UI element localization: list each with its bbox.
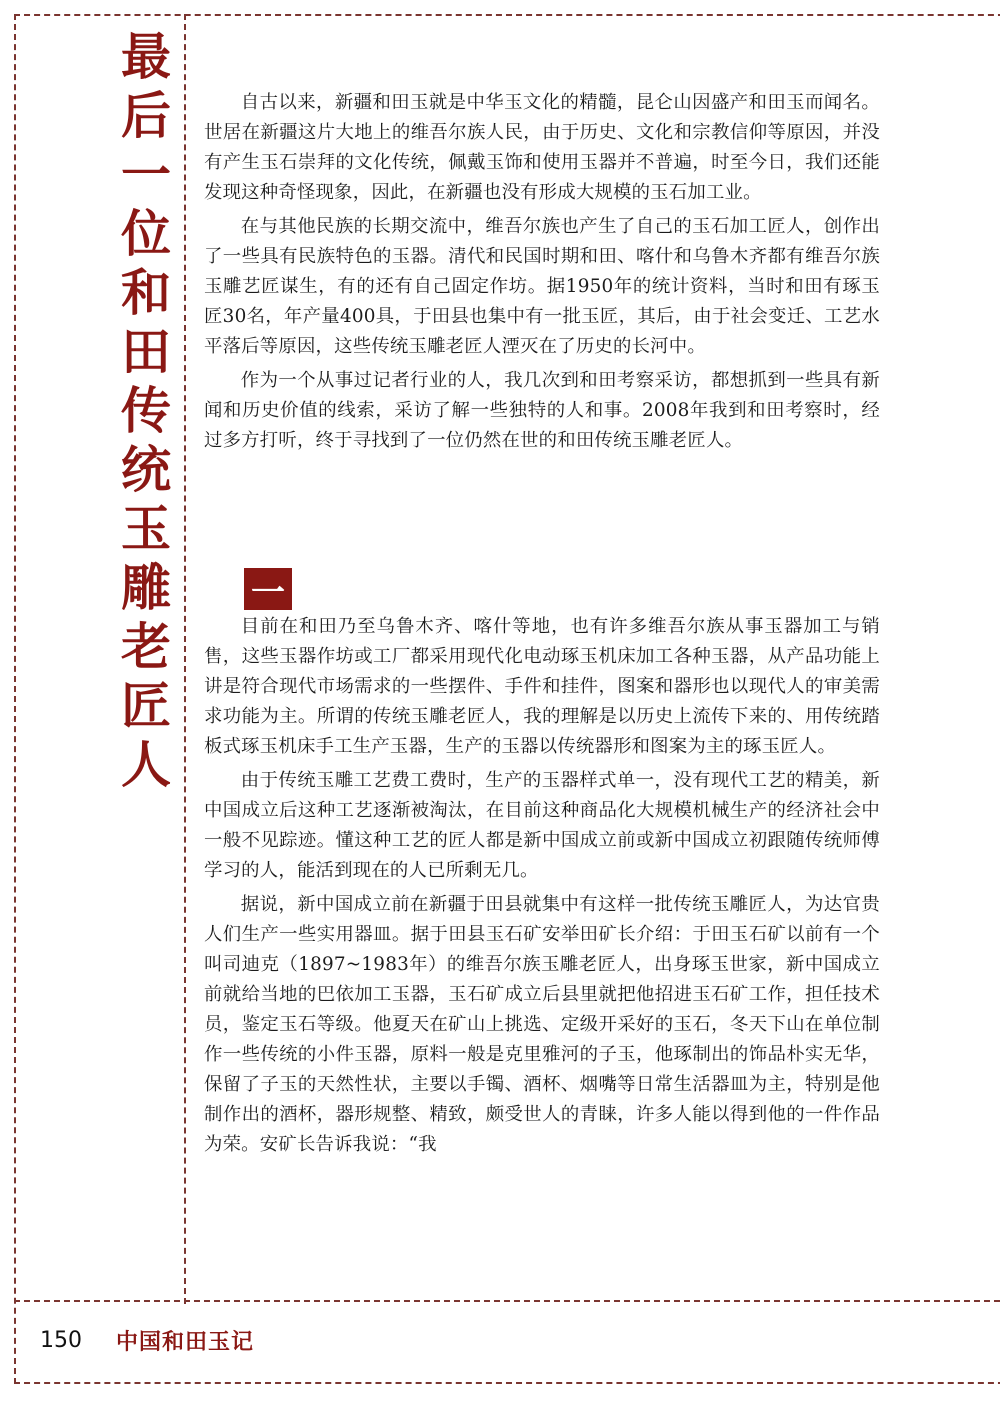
paragraph: 自古以来，新疆和田玉就是中华玉文化的精髓，昆仑山因盛产和田玉而闻名。世居在新疆这片大地上的维吾尔族人民，由于历史、文化和宗教信仰等原因，并没有产生玉石崇拜的文化传统，佩戴玉饰和使用玉器并不普遍，时至今日，我们还能发现这种奇怪现象，因此，在新疆也没有形成大规模的玉石加工业。 xyxy=(204,92,880,203)
title-divider-line xyxy=(184,14,186,1304)
running-book-title: 中国和田玉记 xyxy=(116,1328,255,1355)
title-char: 匠 xyxy=(121,677,171,735)
title-char: 雕 xyxy=(121,559,171,617)
title-char: 最 xyxy=(121,28,171,86)
paragraph: 据说，新中国成立前在新疆于田县就集中有这样一批传统玉雕匠人，为达官贵人们生产一些实用器皿。据于田县玉石矿安举田矿长介绍：于田玉石矿以前有一个叫司迪克（1897~1983年）的维吾尔族玉雕老匠人，出身琢玉世家，新中国成立前就给当地的巴依加工玉器，玉石矿成立后县里就把他招进玉石矿工作，担任技术员，鉴定玉石等级。他夏天在矿山上挑选、定级开采好的玉石，冬天下山在单位制作一些传统的小件玉器，原料一般是克里雅河的子玉，他琢制出的饰品朴实无华，保留了子玉的天然性状，主要以手镯、酒杯、烟嘴等日常生活器皿为主，特别是他制作出的酒杯，器形规整、精致，颇受世人的青睐，许多人能以得到他的一件作品为荣。安矿长告诉我说：“我 xyxy=(204,894,880,1155)
title-char: 玉 xyxy=(121,500,171,558)
vertical-chapter-title xyxy=(112,28,180,795)
page-footer xyxy=(40,1320,254,1360)
section-number-badge: 一 xyxy=(244,568,292,610)
title-char: 人 xyxy=(121,736,171,794)
section-text xyxy=(204,612,880,1164)
page-number: 150 xyxy=(40,1327,82,1353)
title-char: 统 xyxy=(121,441,171,499)
paragraph: 在与其他民族的长期交流中，维吾尔族也产生了自己的玉石加工匠人，创作出了一些具有民族特色的玉器。清代和民国时期和田、喀什和乌鲁木齐都有维吾尔族玉雕艺匠谋生，有的还有自己固定作坊。据1950年的统计资料，当时和田有琢玉匠30名，年产量400具，于田县也集中有一批玉匠，其后，由于社会变迁、工艺水平落后等原因，这些传统玉雕老匠人湮灭在了历史的长河中。 xyxy=(204,216,880,357)
paragraph: 目前在和田乃至乌鲁木齐、喀什等地，也有许多维吾尔族从事玉器加工与销售，这些玉器作坊或工厂都采用现代化电动琢玉机床加工各种玉器，从产品功能上讲是符合现代市场需求的一些摆件、手件和挂件，图案和器形也以现代人的审美需求功能为主。所谓的传统玉雕老匠人，我的理解是以历史上流传下来的、用传统踏板式琢玉机床手工生产玉器，生产的玉器以传统器形和图案为主的琢玉匠人。 xyxy=(204,616,880,757)
title-char: 田 xyxy=(121,323,171,381)
title-char: 和 xyxy=(121,264,171,322)
title-char: 一 xyxy=(121,146,171,204)
title-char: 老 xyxy=(121,618,171,676)
title-char: 后 xyxy=(121,87,171,145)
paragraph: 由于传统玉雕工艺费工费时，生产的玉器样式单一，没有现代工艺的精美，新中国成立后这种工艺逐渐被淘汰，在目前这种商品化大规模机械生产的经济社会中一般不见踪迹。懂这种工艺的匠人都是新中国成立前或新中国成立初跟随传统师傅学习的人，能活到现在的人已所剩无几。 xyxy=(204,770,880,881)
paragraph: 作为一个从事过记者行业的人，我几次到和田考察采访，都想抓到一些具有新闻和历史价值的线索，采访了解一些独特的人和事。2008年我到和田考察时，经过多方打听，终于寻找到了一位仍然在世的和田传统玉雕老匠人。 xyxy=(204,370,880,451)
footer-divider-line xyxy=(14,1300,1000,1302)
title-char: 位 xyxy=(121,205,171,263)
intro-text xyxy=(204,88,880,460)
title-char: 传 xyxy=(121,382,171,440)
